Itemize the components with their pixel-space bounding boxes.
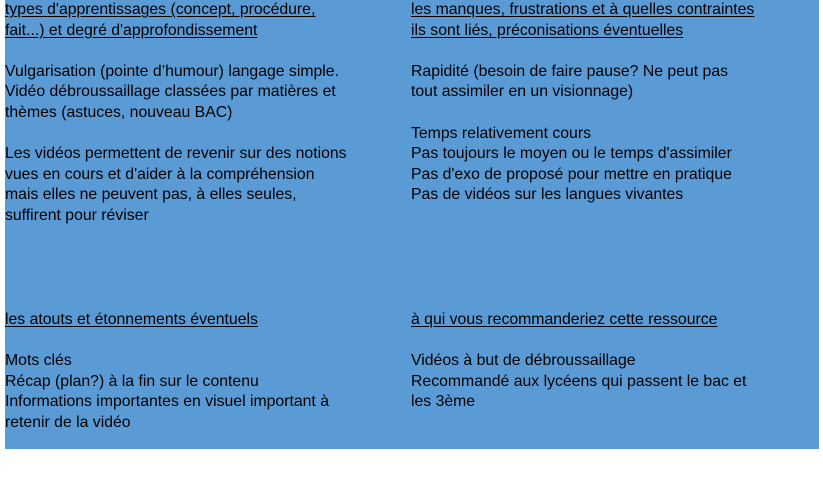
text-speed: Rapidité (besoin de faire pause? Ne peut pas tout assimiler en un visionnage): [411, 62, 729, 101]
quadrant-strengths: [5, 310, 407, 434]
text-recommendation: Vidéos à but de débroussaillage Recommandé aux lycéens qui passent le bac et les 3ème: [411, 352, 747, 411]
quadrant-shortcomings: [411, 0, 821, 206]
text-popularization: Vulgarisation (pointe d’humour) langage simple. Vidéo débroussaillage classées par matières et thèmes (astuces, nouveau BAC): [5, 62, 339, 121]
quadrant-recommendation: [411, 310, 821, 413]
quadrant-learning-types: [5, 0, 407, 227]
text-strengths: Mots clés Récap (plan?) à la fin sur le contenu Informations importantes en visuel important à retenir de la vidéo: [5, 352, 329, 431]
heading-learning-types: types d'apprentissages (concept, procédure, fait...) et degré d'approfondissement: [5, 1, 316, 39]
text-video-usefulness: Les vidéos permettent de revenir sur des notions vues en cours et d'aider à la compréhension mais elles ne peuvent pas, à elles seules, suffirent pour réviser: [5, 145, 347, 224]
heading-shortcomings: les manques, frustrations et à quelles contraintes ils sont liés, préconisations éventuelles: [411, 1, 755, 39]
heading-recommendation: à qui vous recommanderiez cette ressource: [411, 311, 718, 328]
text-limitations: Temps relativement cours Pas toujours le moyen ou le temps d'assimiler Pas d'exo de proposé pour mettre en pratique Pas de vidéos sur les langues vivantes: [411, 124, 732, 204]
heading-strengths: les atouts et étonnements éventuels: [5, 311, 258, 328]
